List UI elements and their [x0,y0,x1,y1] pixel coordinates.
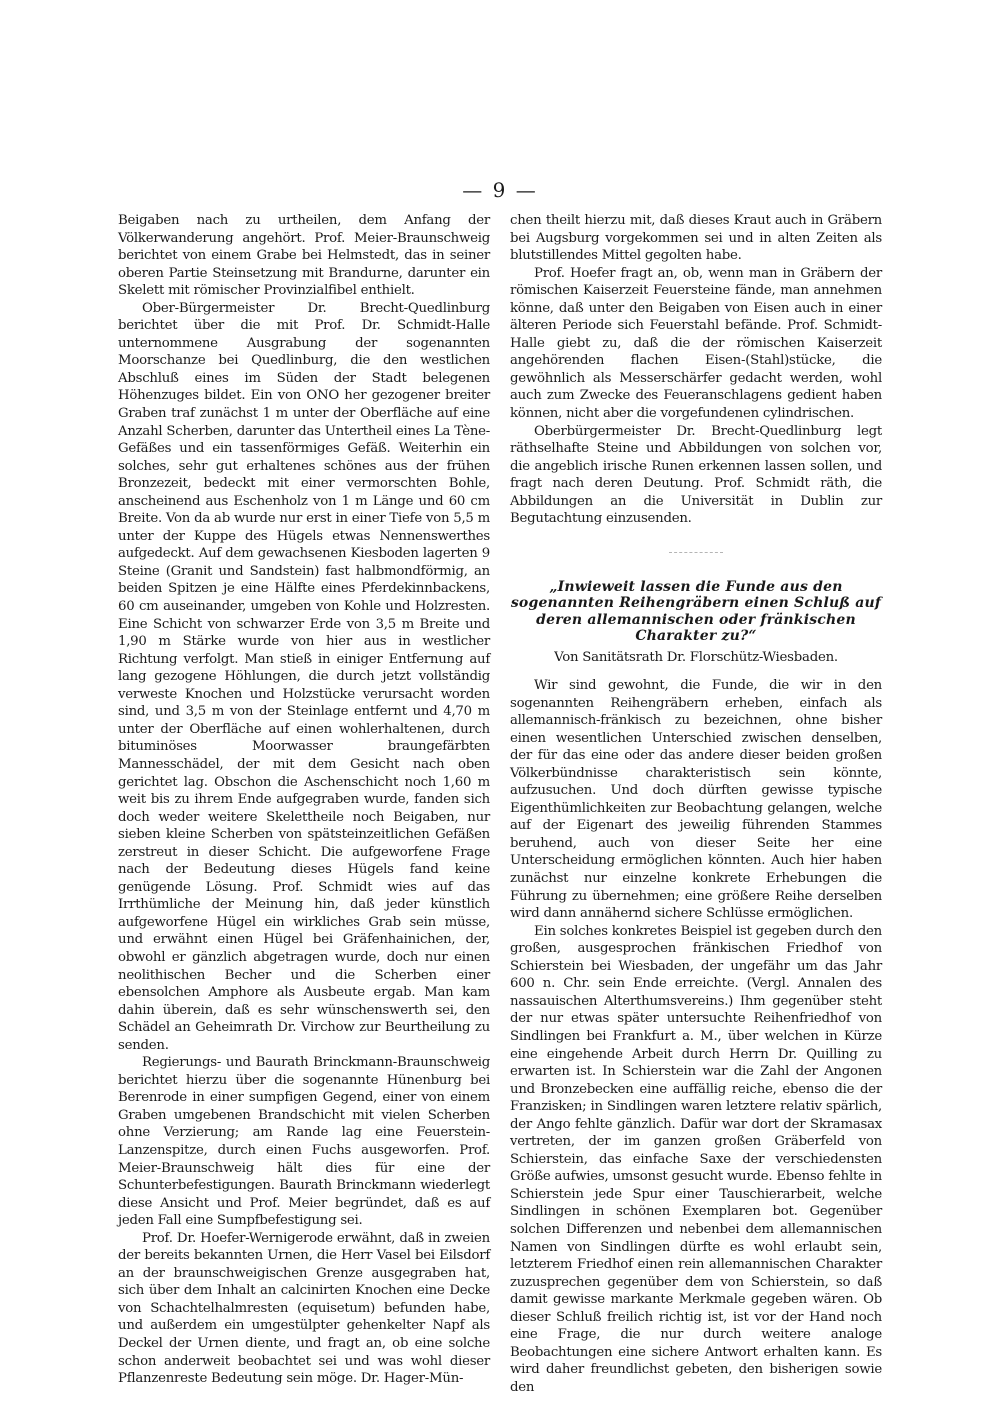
paragraph: Ober-Bürgermeister Dr. Brecht-Quedlinburg berichtet über die mit Prof. Dr. Schmidt-Halle unternommene Ausgrabung der sogenannten Moorschanze bei Quedlinburg, die den westlichen Abschluß eines im Süden der Stadt belegenen Höhenzuges bildet. Ein von ONO her gezogener breiter Graben traf zunächst 1 m unter der Oberfläche auf eine Anzahl Scherben, darunter das Untertheil eines La Tène-Gefäßes und ein tassenförmiges Gefäß. Weiterhin ein solches, sehr gut erhaltenes schönes aus der frühen Bronzezeit, bedeckt mit einer vermorschten Bohle, anscheinend aus Eschenholz von 1 m Länge und 60 cm Breite. Von da ab wurde nur erst in einer Tiefe von 5,5 m unter der Kuppe des Hügels etwas Nennenswerthes aufgedeckt. Auf dem gewachsenen Kiesboden lagerten 9 Steine (Granit und Sandstein) fast halbmondförmig, an beiden Spitzen je eine Hälfte eines Pferdekinnbackens, 60 cm auseinander, umgeben von Kohle und Holzresten. Eine Schicht von schwarzer Erde von 3,5 m Breite und 1,90 m Stärke wurde von hier aus in westlicher Richtung verfolgt. Man stieß in einiger Entfernung auf lang gezogene Höhlungen, die durch jetzt vollständig verweste Knochen und Holzstücke verursacht worden sind, und 3,5 m von der Steinlage entfernt und 4,70 m unter der Oberfläche auf einen wohlerhaltenen, durch bituminöses Moorwasser braungefärbten Mannesschädel, der mit dem Gesicht nach oben gerichtet lag. Obschon die Aschenschicht noch 1,60 m weit bis zu ihrem Ende aufgegraben wurde, fanden sich doch weder weitere Skelettheile noch Beigaben, nur sieben kleine Scherben von spätsteinzeitlichen Gefäßen zerstreut in dieser Schicht. Die aufgeworfene Frage nach der Bedeutung dieses Hügels fand keine genügende Lösung. Prof. Schmidt wies auf das Irrthümliche der Meinung hin, daß jeder künstlich aufgeworfene Hügel ein wirkliches Grab sein müsse, und erwähnt einen Hügel bei Gräfenhainichen, der, obwohl er gänzlich abgetragen wurde, doch nur einen neolithischen Becher und die Scherben einer ebensolchen Amphore als Ausbeute ergab. Man kam dahin überein, daß es sehr wünschenswerth sei, den Schädel an Geheimrath Dr. Virchow zur Beurtheilung zu senden. [118,300,490,1053]
paragraph: Prof. Dr. Hoefer-Wernigerode erwähnt, daß in zweien der bereits bekannten Urnen, die Herr Vasel bei Eilsdorf an der braunschweigischen Grenze ausgegraben hat, sich über dem Inhalt an calcinirten Knochen eine Decke von Schachtelhalmresten (equisetum) befunden habe, und außerdem ein umgestülpter gehenkelter Napf als Deckel der Urnen diente, und fragt an, ob eine solche schon anderweit beobachtet sei und was wohl dieser Pflanzenreste Bedeutung sein möge. Dr. Hager-Mün- [118,1230,490,1387]
section-divider [669,552,723,553]
paragraph: Beigaben nach zu urtheilen, dem Anfang der Völkerwanderung angehört. Prof. Meier-Braunschweig berichtet von einem Grabe bei Helmstedt, das in seiner oberen Partie Steinsetzung mit Brandurne, darunter ein Skelett mit römischer Provinzialfibel enthielt. [118,213,490,299]
paragraph: chen theilt hierzu mit, daß dieses Kraut auch in Gräbern bei Augsburg vorgekommen sei und in alten Zeiten als blutstillendes Mittel gegolten habe. [510,213,882,264]
left-column [118,212,490,1388]
paragraph: Ein solches konkretes Beispiel ist gegeben durch den großen, ausgesprochen fränkischen Friedhof von Schierstein bei Wiesbaden, der ungefähr um das Jahr 600 n. Chr. sein Ende erreichte. (Vergl. Annalen des nassauischen Alterthumsvereins.) Ihm gegenüber steht der nur etwas später untersuchte Reihenfriedhof von Sindlingen bei Frankfurt a. M., über welchen in Kürze eine eingehende Arbeit durch Herrn Dr. Quilling zu erwarten ist. In Schierstein war die Zahl der Angonen und Bronzebecken eine auffällig reiche, ebenso die der Franzisken; in Sindlingen waren letztere relativ spärlich, der Ango fehlte gänzlich. Dafür war dort der Skramasax vertreten, der im ganzen großen Gräberfeld von Schierstein, das einfache Saxe der verschiedensten Größe aufwies, umsonst gesucht wurde. Ebenso fehlte in Schierstein jede Spur einer Tauschierarbeit, welche Sindlingen in schönen Exemplaren bot. Gegenüber solchen Differenzen und nebenbei dem allemannischen Namen von Sindlingen dürfte es wohl erlaubt sein, letzterem Friedhof einen rein allemannischen Charakter zuzusprechen gegenüber dem von Schierstein, so daß damit gewisse markante Merkmale gegeben wären. Ob dieser Schluß freilich richtig ist, ist vor der Hand noch eine Frage, die nur durch weitere analoge Beobachtungen eine sichere Antwort erhalten kann. Es wird daher freundlichst gebeten, den bisherigen sowie den [510,923,882,1395]
paragraph: Wir sind gewohnt, die Funde, die wir in den sogenannten Reihengräbern erheben, einfach als allemannisch-fränkisch zu bezeichnen, ohne bisher einen wesentlichen Unterschied zwischen denselben, der für das eine oder das andere dieser beiden großen Völkerbündnisse charakteristisch sein könnte, aufzusuchen. Und doch dürften gewisse typische Eigenthümlichkeiten zur Beobachtung gelangen, welche auf der Eigenart des jeweilig führenden Stammes beruhend, auch von dieser Seite her eine Unterscheidung ermöglichen könnten. Auch hier haben zunächst nur einzelne konkrete Erhebungen die Führung zu übernehmen; eine größere Reihe derselben wird dann annähernd sichere Schlüsse ermöglichen. [510,678,882,922]
paragraph: Oberbürgermeister Dr. Brecht-Quedlinburg legt räthselhafte Steine und Abbildungen von solchen vor, die angeblich irische Runen erkennen lassen sollen, und fragt nach deren Deutung. Prof. Schmidt räth, die Abbildungen an die Universität in Dublin zur Begutachtung einzusenden. [510,423,882,527]
article-title: „Inwieweit lassen die Funde aus den sogenannten Reihengräbern einen Schluß auf deren allemannischen oder fränkischen Charakter zu?“ [510,578,882,645]
article-byline: Von Sanitätsrath Dr. Florschütz-Wiesbaden. [554,650,838,666]
paragraph: Prof. Hoefer fragt an, ob, wenn man in Gräbern der römischen Kaiserzeit Feuersteine fände, man annehmen könne, daß unter den Beigaben von Eisen auch in einer älteren Periode sich Feuerstahl befände. Prof. Schmidt-Halle giebt zu, daß die der römischen Kaiserzeit angehörenden flachen Eisen-(Stahl)stücke, die gewöhnlich als Messerschärfer gedacht werden, wohl auch zum Zwecke des Feueranschlagens gedient haben können, nicht aber die vorgefundenen cylindrischen. [510,265,882,422]
page-number: — 9 — [462,178,538,202]
right-column [510,212,882,1396]
paragraph: Regierungs- und Baurath Brinckmann-Braunschweig berichtet hierzu über die sogenannte Hünenburg bei Berenrode in einer sumpfigen Gegend, einer von einem Graben umgebenen Brandschicht mit vielen Scherben ohne Verzierung; am Rande lag eine Feuerstein-Lanzenspitze, durch einen Fuchs ausgeworfen. Prof. Meier-Braunschweig hält dies für eine der Schunterbefestigungen. Baurath Brinckmann wiederlegt diese Ansicht und Prof. Meier begründet, daß es auf jeden Fall eine Sumpfbefestigung sei. [118,1055,490,1229]
